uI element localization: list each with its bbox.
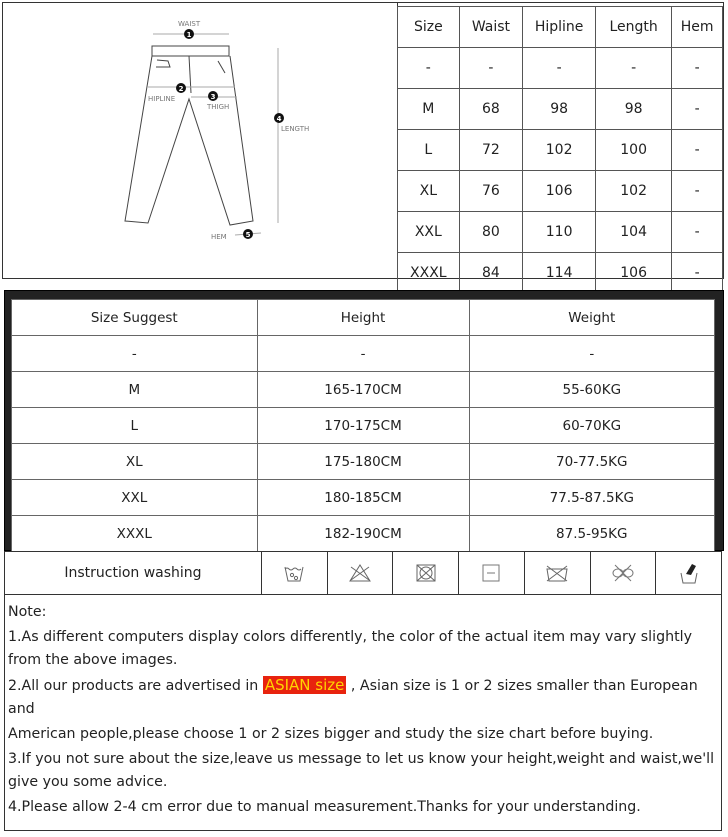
table-cell: 87.5-95KG <box>469 516 714 552</box>
note-3: 3.If you not sure about the size,leave us message to let us know your height,weight and waist,we'll give you some advice. <box>8 751 715 790</box>
pants-diagram <box>3 3 398 278</box>
table-cell: 76 <box>459 171 523 212</box>
table-row <box>398 48 723 89</box>
table-cell: - <box>12 336 258 372</box>
table-cell: - <box>672 171 723 212</box>
table-cell: - <box>398 48 460 89</box>
table-row <box>398 130 723 171</box>
size-table <box>397 6 723 294</box>
table-cell: 106 <box>596 253 672 294</box>
table-row <box>398 89 723 130</box>
notes-title: Note: <box>8 604 47 620</box>
column-header: Hipline <box>523 7 596 48</box>
table-cell: 182-190CM <box>257 516 469 552</box>
table-cell: 72 <box>459 130 523 171</box>
table-cell: XXL <box>12 480 258 516</box>
notes-section <box>4 595 722 831</box>
table-cell: 110 <box>523 212 596 253</box>
table-cell: - <box>672 48 723 89</box>
table-cell: M <box>12 372 258 408</box>
table-row <box>398 171 723 212</box>
dry-flat-icon <box>459 552 525 594</box>
table-cell: 84 <box>459 253 523 294</box>
table-cell: 98 <box>596 89 672 130</box>
column-header: Length <box>596 7 672 48</box>
table-cell: 68 <box>459 89 523 130</box>
table-row <box>12 372 715 408</box>
size-suggest-frame <box>4 290 724 551</box>
table-cell: 104 <box>596 212 672 253</box>
machine-wash-icon <box>262 552 328 594</box>
note-1: 1.As different computers display colors differently, the color of the actual item may vary slightly from the above images. <box>8 629 692 668</box>
table-cell: - <box>596 48 672 89</box>
column-header: Hem <box>672 7 723 48</box>
table-row <box>398 212 723 253</box>
do-not-dry-clean-icon <box>591 552 657 594</box>
table-cell: 165-170CM <box>257 372 469 408</box>
hipline-label: HIPLINE <box>148 95 176 103</box>
asian-size-highlight: ASIAN size <box>264 676 345 694</box>
do-not-tumble-dry-icon <box>393 552 459 594</box>
note-2-text: 2.All our products are advertised in <box>8 678 263 694</box>
size-chart-section <box>2 2 724 279</box>
table-cell: 80 <box>459 212 523 253</box>
table-cell: 55-60KG <box>469 372 714 408</box>
marker-4: 4 <box>276 115 282 123</box>
do-not-iron-icon <box>525 552 591 594</box>
table-cell: 170-175CM <box>257 408 469 444</box>
table-row <box>12 336 715 372</box>
table-cell: XXL <box>398 212 460 253</box>
length-label: LENGTH <box>281 125 310 133</box>
note-2 <box>8 674 718 721</box>
note-2-text-cont: , Asian size is 1 or 2 sizes smaller than European and <box>8 678 698 717</box>
pants-measurement-illustration <box>3 3 397 278</box>
header-row <box>12 300 715 336</box>
marker-2: 2 <box>178 85 184 93</box>
table-row <box>12 444 715 480</box>
table-cell: L <box>398 130 460 171</box>
table-cell: - <box>672 253 723 294</box>
table-cell: 180-185CM <box>257 480 469 516</box>
table-cell: XL <box>398 171 460 212</box>
table-cell: - <box>459 48 523 89</box>
table-cell: XXXL <box>398 253 460 294</box>
table-row <box>398 253 723 294</box>
table-cell: - <box>523 48 596 89</box>
table-cell: - <box>672 89 723 130</box>
marker-3: 3 <box>210 93 216 101</box>
table-cell: 70-77.5KG <box>469 444 714 480</box>
table-cell: - <box>469 336 714 372</box>
table-cell: 102 <box>523 130 596 171</box>
table-cell: - <box>672 212 723 253</box>
column-header: Height <box>257 300 469 336</box>
do-not-bleach-icon <box>328 552 394 594</box>
table-row <box>12 516 715 552</box>
table-cell: 114 <box>523 253 596 294</box>
note-4: 4.Please allow 2-4 cm error due to manual measurement.Thanks for your understanding. <box>8 799 641 815</box>
washing-label: Instruction washing <box>5 552 262 594</box>
table-cell: L <box>12 408 258 444</box>
waist-label: WAIST <box>178 20 201 28</box>
table-cell: 77.5-87.5KG <box>469 480 714 516</box>
table-cell: 60-70KG <box>469 408 714 444</box>
table-cell: 98 <box>523 89 596 130</box>
table-cell: XXXL <box>12 516 258 552</box>
column-header: Waist <box>459 7 523 48</box>
table-cell: M <box>398 89 460 130</box>
table-cell: 106 <box>523 171 596 212</box>
table-cell: - <box>672 130 723 171</box>
washing-instructions <box>4 551 722 595</box>
table-cell: - <box>257 336 469 372</box>
thigh-label: THIGH <box>207 103 230 111</box>
marker-5: 5 <box>245 231 251 239</box>
column-header: Size Suggest <box>12 300 258 336</box>
table-row <box>12 408 715 444</box>
note-2-line2: American people,please choose 1 or 2 sizes bigger and study the size chart before buying. <box>8 726 654 742</box>
table-cell: XL <box>12 444 258 480</box>
header-row <box>398 7 723 48</box>
size-suggest-table <box>11 299 715 552</box>
table-cell: 100 <box>596 130 672 171</box>
table-cell: 175-180CM <box>257 444 469 480</box>
column-header: Size <box>398 7 460 48</box>
table-row <box>12 480 715 516</box>
marker-1: 1 <box>186 31 192 39</box>
hand-wash-icon <box>656 552 721 594</box>
table-cell: 102 <box>596 171 672 212</box>
column-header: Weight <box>469 300 714 336</box>
hem-label: HEM <box>211 233 227 241</box>
